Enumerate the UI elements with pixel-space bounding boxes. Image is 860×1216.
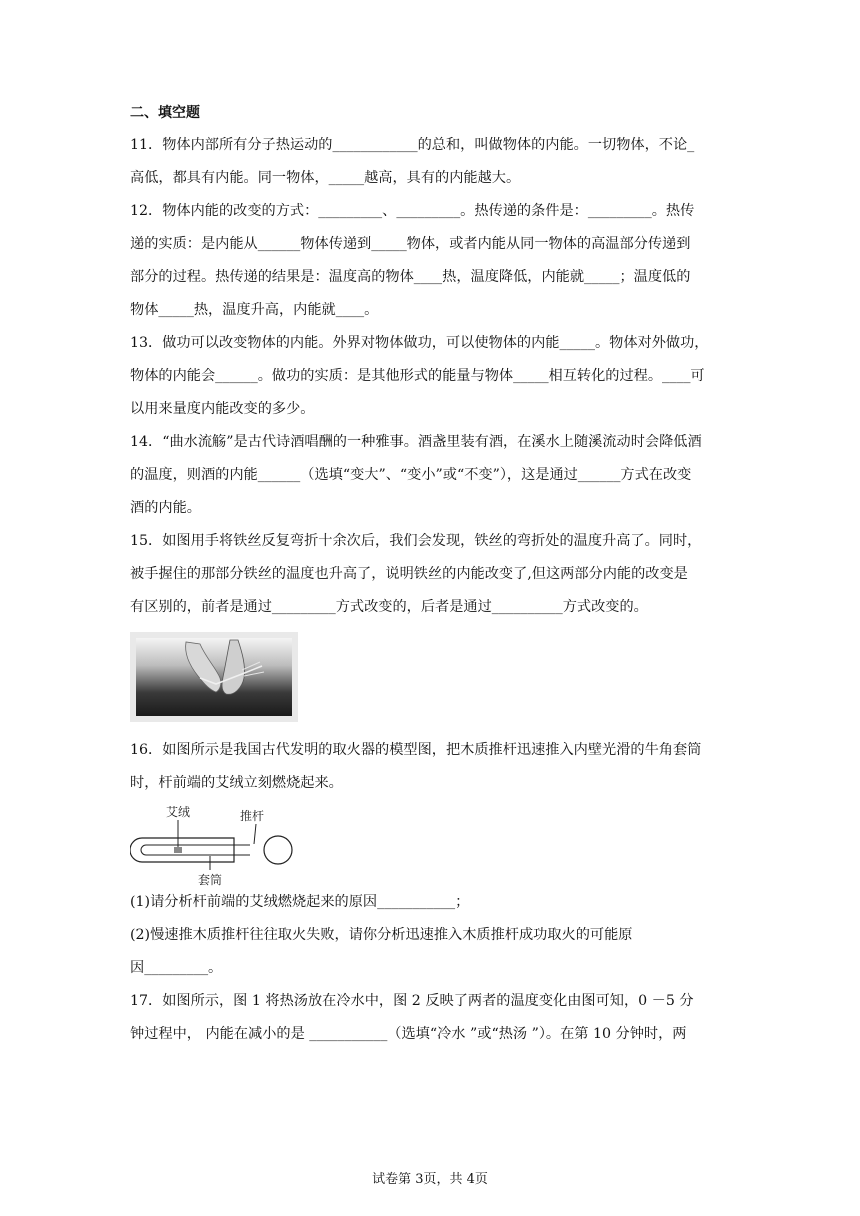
label-tube: 套筒 <box>198 873 223 886</box>
question-16-subquestions <box>130 886 736 985</box>
question-14-line-3: 酒的内能。 <box>130 500 201 516</box>
question-14-line-1: 14．“曲水流觞”是古代诗酒唱酬的一种雅事。酒盏里装有酒，在溪水上随溪流动时会降低酒 <box>130 434 702 450</box>
bending-wire-photo <box>130 632 298 722</box>
question-13-line-3: 以用来量度内能改变的多少。 <box>130 401 315 417</box>
question-11-line-1: 11．物体内部所有分子热运动的____________的总和，叫做物体的内能。一切物体，不论_ <box>130 137 695 153</box>
question-16-sub-1: (1)请分析杆前端的艾绒燃烧起来的原因___________； <box>130 894 470 910</box>
question-11 <box>130 129 736 195</box>
question-16-line-1: 16．如图所示是我国古代发明的取火器的模型图，把木质推杆迅速推入内壁光滑的牛角套筒 <box>130 742 702 758</box>
push-rod-handle <box>264 836 292 864</box>
question-12 <box>130 195 736 327</box>
question-12-line-2: 递的实质：是内能从______物体传递到_____物体，或者内能从同一物体的高温部分传递到 <box>130 236 691 252</box>
question-13 <box>130 327 736 426</box>
question-16-line-2: 时，杆前端的艾绒立刻燃烧起来。 <box>130 775 343 791</box>
question-12-line-3: 部分的过程。热传递的结果是：温度高的物体____热，温度降低，内能就_____；温度低的 <box>130 269 691 285</box>
question-12-line-1: 12．物体内能的改变的方式：_________、_________。热传递的条件是：_________。热传 <box>130 203 695 219</box>
push-rod-pointer <box>254 824 256 844</box>
question-16-sub-2-line-1: (2)慢速推木质推杆往往取火失败，请你分析迅速推入木质推杆成功取火的可能原 <box>130 927 633 943</box>
rod-tip <box>141 845 146 855</box>
question-15-line-1: 15．如图用手将铁丝反复弯折十余次后，我们会发现，铁丝的弯折处的温度升高了。同时， <box>130 533 702 549</box>
fire-starter-diagram <box>130 804 298 886</box>
page-content <box>130 103 736 1051</box>
question-17-line-1: 17．如图所示，图 1 将热汤放在冷水中，图 2 反映了两者的温度变化由图可知，0 －5 分 <box>130 993 694 1009</box>
ai-rong-tinder <box>174 847 182 853</box>
question-14 <box>130 426 736 525</box>
question-12-line-4: 物体_____热，温度升高，内能就____。 <box>130 302 379 318</box>
label-ai-rong: 艾绒 <box>166 805 191 819</box>
question-13-line-1: 13．做功可以改变物体的内能。外界对物体做功，可以使物体的内能_____。物体对外做功， <box>130 335 709 351</box>
page-footer: 试卷第 3页，共 4页 <box>372 1172 488 1187</box>
question-17 <box>130 985 736 1051</box>
question-15 <box>130 525 736 624</box>
question-11-line-2: 高低，都具有内能。同一物体，_____越高，具有的内能越大。 <box>130 170 521 186</box>
label-push-rod: 推杆 <box>240 809 265 823</box>
bending-wire-illustration <box>130 632 298 722</box>
question-14-line-2: 的温度，则酒的内能______（选填“变大”、“变小”或“不变”），这是通过______方式在改变 <box>130 467 692 483</box>
question-15-line-2: 被手握住的那部分铁丝的温度也升高了，说明铁丝的内能改变了,但这两部分内能的改变是 <box>130 566 688 582</box>
fire-starter-svg <box>130 804 298 886</box>
question-16 <box>130 734 736 800</box>
question-16-sub-2-line-2: 因_________。 <box>130 960 223 976</box>
question-15-line-3: 有区别的，前者是通过_________方式改变的，后者是通过__________方式改变的。 <box>130 599 648 615</box>
question-17-line-2: 钟过程中， 内能在减小的是 ___________（选填“冷水 ”或“热汤 ”）。在第 10 分钟时，两 <box>130 1026 687 1042</box>
section-title: 二、填空题 <box>130 105 200 121</box>
question-13-line-2: 物体的内能会______。做功的实质：是其他形式的能量与物体_____相互转化的过程。____可 <box>130 368 705 384</box>
